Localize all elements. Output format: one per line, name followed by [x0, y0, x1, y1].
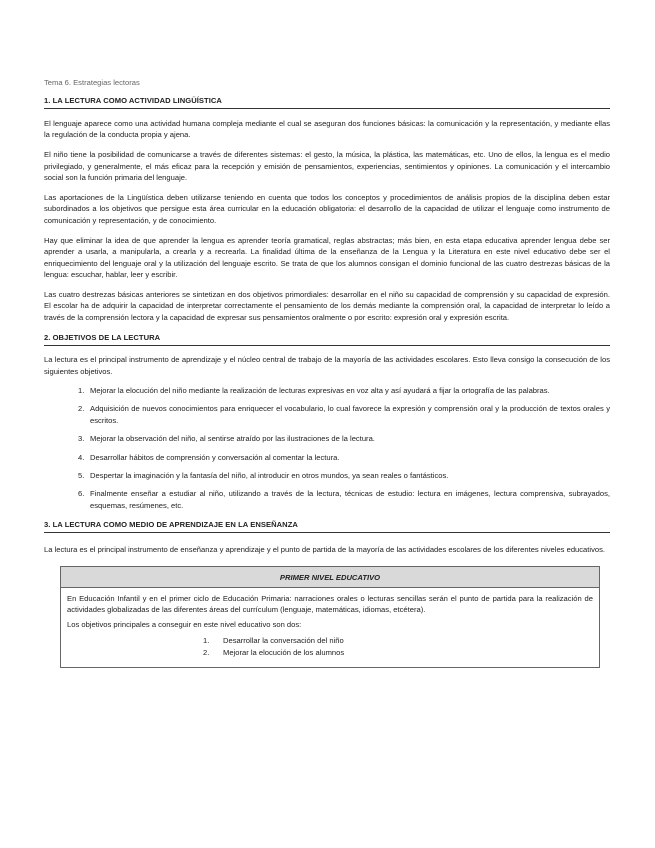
running-header: Tema 6. Estrategias lectoras — [44, 78, 140, 87]
paragraph: El niño tiene la posibilidad de comunicarse a través de diferentes sistemas: el gesto, la música, la plástica, las matemáticas, etc. Uno de ellos, la lengua es el medio privilegiado, y generalmente, el más eficaz para la recepción y emisión de pensamientos, experiencias, sentimientos y opiniones. La comunicación y el intercambio social son la función primaria del lenguaje. — [44, 150, 610, 183]
list-number: 4. — [78, 452, 85, 462]
list-item-text: Adquisición de nuevos conocimientos para enriquecer el vocabulario, lo cual favorece la expresión y comprensión oral y la producción de textos orales y escritos. — [90, 404, 610, 425]
list-number: 3. — [78, 434, 85, 444]
section-objetivos-lectura — [44, 333, 610, 511]
document-page — [44, 78, 610, 668]
list-item — [44, 488, 610, 511]
paragraph: Hay que eliminar la idea de que aprender la lengua es aprender teoría gramatical, reglas abstractas; más bien, en esta etapa educativa aprender lengua debe ser aprender a usarla, a manipularla, a crearla y a recrearla. La finalidad última de la enseñanza de la Lengua y la Literatura en este nivel educativo debe ser el enriquecimiento del lenguaje oral y la utilización del lenguaje escrito. Se trata de que los alumnos consigan el dominio funcional de las cuatro destrezas básicas de la lengua: escuchar, hablar, leer y escribir. — [44, 235, 610, 279]
list-item — [44, 385, 610, 396]
paragraph: La lectura es el principal instrumento de enseñanza y aprendizaje y el punto de partida de la mayoría de las actividades escolares de los diferentes niveles educativos. — [44, 545, 606, 555]
section-heading: 3. LA LECTURA COMO MEDIO DE APRENDIZAJE EN LA ENSEÑANZA — [44, 520, 610, 533]
level-table-body — [61, 588, 599, 667]
list-item — [44, 470, 610, 481]
list-number: 6. — [78, 489, 85, 499]
list-number: 1. — [203, 635, 210, 645]
level-table-title: PRIMER NIVEL EDUCATIVO — [61, 567, 599, 588]
list-item — [44, 452, 610, 463]
list-number: 5. — [78, 470, 85, 480]
list-item — [44, 403, 610, 426]
list-item-text: Mejorar la observación del niño, al sentirse atraído por las ilustraciones de la lectura. — [90, 434, 375, 444]
list-item — [67, 647, 593, 658]
level-objectives-list — [67, 635, 593, 659]
list-item-text: Despertar la imaginación y la fantasía del niño, al introducir en otros mundos, ya sean reales o fantásticos. — [90, 470, 449, 480]
section-heading: 2. OBJETIVOS DE LA LECTURA — [44, 333, 610, 346]
section-lectura-medio-aprendizaje — [44, 520, 610, 667]
list-item-text: Mejorar la elocución de los alumnos — [223, 648, 345, 658]
list-item-text: Finalmente enseñar a estudiar al niño, utilizando a través de la lectura, técnicas de estudio: lectura en imágenes, lectura comprensiva, subrayados, esquemas, resúmenes, etc. — [90, 489, 610, 510]
list-item-text: Desarrollar hábitos de comprensión y conversación al comentar la lectura. — [90, 452, 340, 462]
section-lectura-actividad-linguistica — [44, 96, 610, 323]
list-item — [67, 635, 593, 646]
paragraph: El lenguaje aparece como una actividad humana compleja mediante el cual se aseguran dos funciones básicas: la comunicación y la representación, y mediante ellas la regulación de la conducta propia y ajena. — [44, 119, 610, 140]
level-table — [60, 566, 600, 668]
objectives-list — [44, 385, 610, 511]
list-item-text: Desarrollar la conversación del niño — [223, 635, 344, 645]
paragraph: Las cuatro destrezas básicas anteriores se sintetizan en dos objetivos primordiales: desarrollar en el niño su capacidad de comprensión y su capacidad de expresión. El escolar ha de adquirir la capacidad de interpretar correctamente el pensamiento de los demás mediante la comprensión oral, la capacidad de interpretar lo leído a través de la comprensión lectora y la capacidad de expresar sus pensamientos oralmente o por escrito: expresión oral y expresión escrita. — [44, 289, 610, 322]
list-item — [44, 433, 610, 444]
list-number: 2. — [78, 404, 85, 414]
paragraph: Los objetivos principales a conseguir en este nivel educativo son dos: — [67, 620, 302, 630]
paragraph: Las aportaciones de la Lingüística deben utilizarse teniendo en cuenta que todos los conceptos y procedimientos de análisis propios de la disciplina deben estar subordinados a los objetivos que persigue esta área curricular en la educación obligatoria: el desarrollo de la capacidad de utilizar el lenguaje como instrumento de comunicación y representación, y de conocimiento. — [44, 193, 610, 225]
section-heading: 1. LA LECTURA COMO ACTIVIDAD LINGÜÍSTICA — [44, 96, 610, 109]
list-item-text: Mejorar la elocución del niño mediante la realización de lecturas expresivas en voz alta y así ayudará a fijar la ortografía de las palabras. — [90, 385, 550, 395]
list-number: 2. — [203, 648, 210, 658]
list-number: 1. — [78, 385, 85, 395]
paragraph: En Educación Infantil y en el primer ciclo de Educación Primaria: narraciones orales o lecturas sencillas serán el punto de partida para la realización de actividades globalizadas de las diferentes áreas del currículum (lenguaje, matemáticas, idiomas, etcétera). — [67, 593, 593, 614]
paragraph: La lectura es el principal instrumento de aprendizaje y el núcleo central de trabajo de la mayoría de las actividades escolares. Esto lleva consigo la consecución de los siguientes objetivos. — [44, 355, 610, 376]
